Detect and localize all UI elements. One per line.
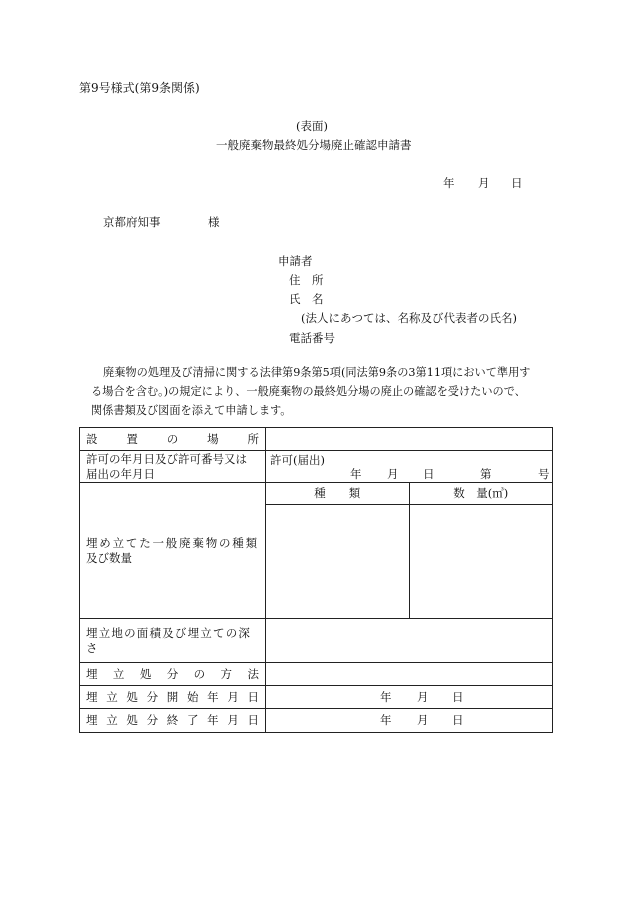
start-month-label: 月: [417, 689, 429, 704]
addressee-name: 京都府知事: [103, 215, 161, 229]
row-area-depth: [80, 619, 553, 663]
date-year-label: 年: [443, 176, 455, 190]
label-end-date: 埋 立 処 分 終 了 年 月 日: [80, 709, 266, 733]
row-end-date: [80, 709, 553, 733]
waste-quantity-cell[interactable]: [409, 505, 552, 618]
label-area-depth: 埋立地の面積及び埋立ての深さ: [80, 619, 266, 663]
start-year-label: 年: [380, 689, 392, 704]
permit-day-label: 日: [423, 466, 435, 481]
applicant-address-label: 住 所: [289, 273, 324, 287]
waste-kind-cell[interactable]: [266, 505, 409, 618]
label-waste-line-2: 及び数量: [86, 550, 132, 565]
value-method[interactable]: [266, 663, 553, 686]
value-area-depth[interactable]: [266, 619, 553, 663]
label-permit-line-2: 届出の年月日: [86, 466, 155, 481]
end-year-label: 年: [380, 712, 392, 727]
permit-month-label: 月: [387, 466, 399, 481]
row-method: [80, 663, 553, 686]
permit-no-prefix: 第: [480, 466, 492, 481]
date-month-label: 月: [478, 176, 490, 190]
form-number: 第9号様式(第9条関係): [79, 81, 200, 95]
value-end-date[interactable]: [266, 709, 553, 733]
value-permit[interactable]: [266, 451, 553, 483]
body-line-2: る場合を含む。)の規定により、一般廃棄物の最終処分場の廃止の確認を受けたいので、: [91, 385, 526, 398]
applicant-phone-label: 電話番号: [289, 331, 335, 345]
label-permit-line-1: 許可の年月日及び許可番号又は: [86, 451, 247, 466]
date-day-label: 日: [511, 176, 523, 190]
value-start-date[interactable]: [266, 686, 553, 709]
applicant-note: (法人にあつては、名称及び代表者の氏名): [301, 311, 517, 325]
row-permit: [80, 451, 553, 483]
end-month-label: 月: [417, 712, 429, 727]
body-line-1: 廃棄物の処理及び清掃に関する法律第9条第5項(同法第9条の3第11項において準用す: [103, 366, 531, 379]
permit-prefix: 許可(届出): [270, 452, 325, 467]
label-waste: [80, 483, 266, 619]
addressee-honorific: 様: [208, 215, 220, 229]
permit-year-label: 年: [350, 466, 362, 481]
label-method: 埋 立 処 分 の 方 法: [80, 663, 266, 686]
label-waste-line-1: 埋め立てた一般廃棄物の種類: [86, 535, 259, 550]
end-day-label: 日: [452, 712, 464, 727]
col-quantity-header: 数 量(㎥): [409, 483, 552, 505]
form-side: (表面): [296, 119, 328, 133]
row-waste: [80, 483, 553, 619]
applicant-heading: 申請者: [278, 254, 313, 268]
permit-no-suffix: 号: [538, 466, 550, 481]
form-title: 一般廃棄物最終処分場廃止確認申請書: [216, 138, 412, 152]
applicant-name-label: 氏 名: [289, 292, 324, 306]
label-permit: [80, 451, 266, 483]
body-line-3: 関係書類及び図面を添えて申請します。: [91, 404, 292, 417]
waste-inner-table: [266, 483, 552, 618]
col-kind-header: 種 類: [266, 483, 409, 505]
application-table: [79, 427, 553, 733]
row-start-date: [80, 686, 553, 709]
label-start-date: 埋 立 処 分 開 始 年 月 日: [80, 686, 266, 709]
value-waste: [266, 483, 553, 619]
row-location: [80, 428, 553, 451]
start-day-label: 日: [452, 689, 464, 704]
label-location: 設 置 の 場 所: [80, 428, 266, 451]
value-location[interactable]: [266, 428, 553, 451]
